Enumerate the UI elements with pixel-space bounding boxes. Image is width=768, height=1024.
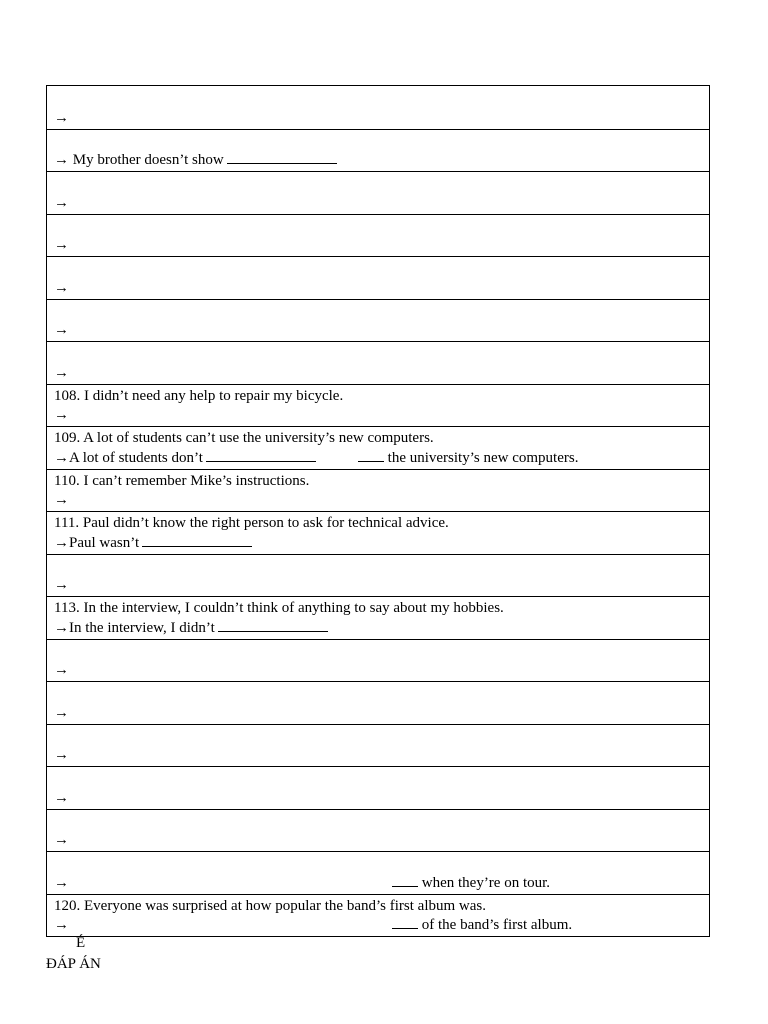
answer-blank[interactable] bbox=[358, 449, 384, 462]
answer-blank[interactable] bbox=[392, 874, 418, 887]
table-row bbox=[47, 681, 709, 724]
arrow-icon: → bbox=[54, 704, 69, 721]
arrow-icon: → bbox=[54, 662, 69, 678]
table-row bbox=[47, 256, 709, 299]
question-text: 110. I can’t remember Mike’s instructions. bbox=[54, 472, 310, 489]
arrow-icon: → bbox=[54, 789, 69, 806]
answer-suffix: when they’re on tour. bbox=[421, 874, 551, 891]
arrow-icon: → bbox=[54, 279, 69, 296]
question-text: 120. Everyone was surprised at how popular the band’s first album was. bbox=[54, 897, 486, 914]
question-text: 111. Paul didn’t know the right person to ask for technical advice. bbox=[54, 515, 449, 531]
table-row bbox=[47, 809, 709, 852]
answer-suffix: of the band’s first album. bbox=[421, 917, 573, 933]
table-row bbox=[47, 469, 709, 512]
arrow-icon: → bbox=[54, 917, 69, 933]
table-row bbox=[47, 724, 709, 767]
table-row bbox=[47, 766, 709, 809]
answer-prefix: In the interview, I didn’t bbox=[69, 619, 215, 636]
table-row bbox=[47, 171, 709, 214]
table-row bbox=[47, 341, 709, 384]
arrow-icon: → bbox=[54, 407, 69, 423]
arrow-icon: → bbox=[54, 492, 69, 508]
answer-blank[interactable] bbox=[206, 449, 316, 462]
arrow-icon: → bbox=[54, 322, 69, 338]
arrow-icon: → bbox=[54, 109, 69, 126]
arrow-icon: → bbox=[54, 577, 69, 593]
question-text: 113. In the interview, I couldn’t think of anything to say about my hobbies. bbox=[54, 600, 504, 616]
answer-prefix: A lot of students don’t bbox=[69, 449, 203, 466]
arrow-icon: → bbox=[54, 364, 69, 381]
table-row bbox=[47, 851, 709, 894]
answer-blank[interactable] bbox=[142, 534, 252, 547]
stray-character: É bbox=[76, 935, 86, 951]
question-text: 109. A lot of students can’t use the university’s new computers. bbox=[54, 430, 434, 446]
table-row bbox=[47, 596, 709, 639]
arrow-icon: → bbox=[54, 874, 69, 891]
answer-blank[interactable] bbox=[227, 151, 337, 164]
arrow-icon: → bbox=[54, 237, 69, 253]
table-row bbox=[47, 511, 709, 554]
table-row bbox=[47, 639, 709, 682]
table-row bbox=[47, 214, 709, 257]
arrow-icon: → bbox=[54, 152, 69, 168]
table-row bbox=[47, 554, 709, 597]
arrow-icon: → bbox=[54, 832, 69, 848]
table-row bbox=[47, 86, 709, 129]
table-row bbox=[47, 384, 709, 427]
arrow-icon: → bbox=[54, 619, 69, 636]
answer-key-heading: ĐÁP ÁN bbox=[46, 956, 101, 972]
answer-blank[interactable] bbox=[218, 619, 328, 632]
table-row bbox=[47, 129, 709, 172]
table-row bbox=[47, 299, 709, 342]
question-text: 108. I didn’t need any help to repair my bicycle. bbox=[54, 387, 344, 404]
exercise-table bbox=[46, 85, 710, 937]
arrow-icon: → bbox=[54, 747, 69, 763]
answer-prefix: My brother doesn’t show bbox=[72, 152, 224, 168]
answer-suffix: the university’s new computers. bbox=[387, 449, 579, 466]
answer-blank[interactable] bbox=[392, 916, 418, 929]
arrow-icon: → bbox=[54, 534, 69, 551]
arrow-icon: → bbox=[54, 194, 69, 211]
table-row bbox=[47, 426, 709, 469]
arrow-icon: → bbox=[54, 449, 69, 466]
answer-prefix: Paul wasn’t bbox=[69, 534, 140, 551]
table-row bbox=[47, 894, 709, 937]
